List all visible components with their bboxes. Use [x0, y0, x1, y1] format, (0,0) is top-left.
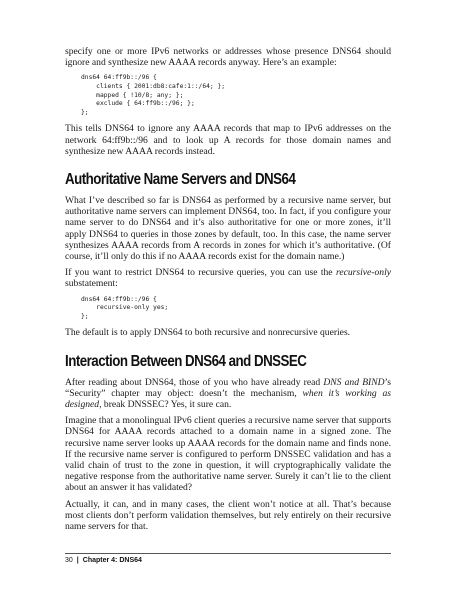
chapter-title: Chapter 4: DNS64 [82, 557, 142, 564]
code-example: dns64 64:ff9b::/96 { recursive-only yes; }; [81, 295, 169, 320]
paragraph: The default is to apply DNS64 to both recursive and nonrecursive queries. [65, 327, 351, 339]
paragraph: What I’ve described so far is DNS64 as performed by a recursive name server, but authoritative name servers can implement DNS64, too. In fact, if you configure your name server to do DNS64 and it’s also authoritative for one or more zones, it’ll apply DNS64 to queries in those zones by default, too. In this case, the name server synthesizes AAAA records from A records in zones for which it’s authoritative. (Of course, it’ll only do this if no AAAA records exist for the domain name.) [65, 194, 391, 262]
paragraph: Imagine that a monolingual IPv6 client queries a recursive name server that supports DNS64 for AAAA records attached to a domain name in a signed zone. The recursive name server looks up AAAA records for the domain name and finds none. If the recursive name server is configured to perform DNSSEC validation and has a valid chain of trust to the zone in question, it will cryptographically validate the negative response from the authoritative name server. Surely it can’t lie to the client about an answer it has validated? [65, 415, 391, 494]
section-heading: Authoritative Name Servers and DNS64 [65, 170, 296, 188]
emphasis: when it’s working as designed [65, 387, 391, 410]
paragraph [65, 377, 391, 411]
text-run: , break DNSSEC? Yes, it sure can. [99, 399, 232, 410]
page-footer [65, 553, 391, 565]
text-run: substatement: [65, 278, 118, 290]
page-number: 30 [65, 557, 73, 564]
page-body [65, 46, 391, 532]
paragraph: specify one or more IPv6 networks or addresses whose presence DNS64 should ignore and synthesize new AAAA records anyway. Here’s an example: [65, 46, 391, 69]
footer-separator: | [76, 557, 79, 564]
option-name: recursive-only [335, 267, 391, 279]
paragraph [65, 267, 391, 289]
paragraph: This tells DNS64 to ignore any AAAA records that map to IPv6 addresses on the network 64:ff9b::/96 and to look up A records for those domain names and synthesize new AAAA records instead. [65, 123, 391, 157]
paragraph: Actually, it can, and in many cases, the client won’t notice at all. That’s because most clients don’t perform validation themselves, but rely entirely on their recursive name servers for that. [65, 498, 391, 533]
text-run: ’s “Security” chapter may object: doesn’t the mechanism, [65, 376, 391, 399]
text-run: If you want to restrict DNS64 to recursive queries, you can use the [65, 267, 336, 279]
code-example: dns64 64:ff9b::/96 { clients { 2001:db8:cafe:1::/64; }; mapped { !10/8; any; }; exclude { 64:ff9b::/96; }; }; [81, 74, 226, 116]
text-run: After reading about DNS64, those of you who have already read [65, 376, 324, 388]
book-title: DNS and BIND [323, 376, 385, 388]
section-heading: Interaction Between DNS64 and DNSSEC [65, 352, 307, 370]
